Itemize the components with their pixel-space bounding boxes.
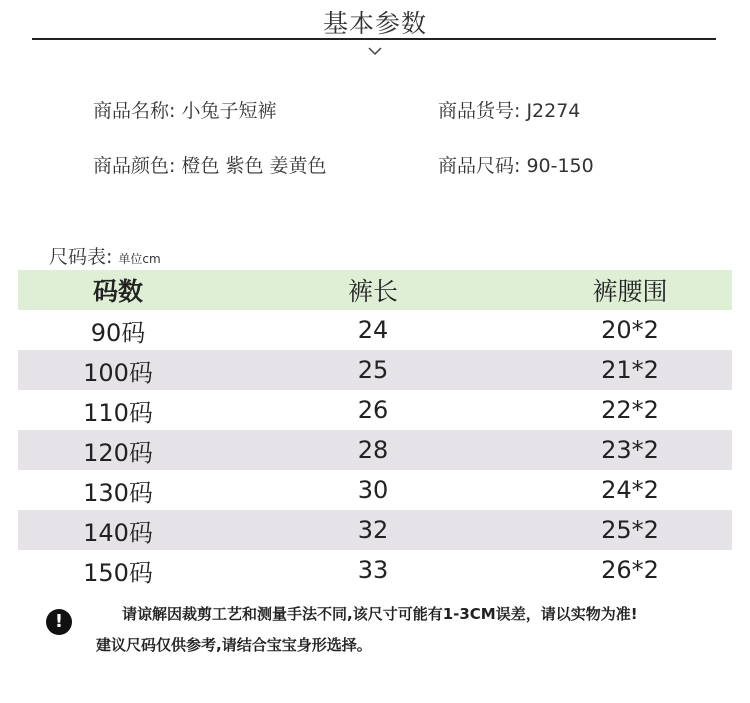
size-table-caption	[49, 242, 161, 269]
length-cell: 32	[357, 516, 389, 544]
notice-line-2: 建议尺码仅供参考,请结合宝宝身形选择。	[96, 636, 372, 654]
waist-cell: 26*2	[601, 556, 659, 584]
size-cell: 140码	[83, 518, 153, 547]
waist-cell: 23*2	[601, 436, 659, 464]
size-cell: 150码	[83, 558, 153, 587]
exclamation-icon: !	[46, 609, 72, 635]
waist-cell: 20*2	[601, 316, 659, 344]
size-cell: 110码	[83, 398, 153, 427]
product-name: 商品名称: 小兔子短裤	[93, 100, 277, 122]
size-cell: 90码	[90, 318, 146, 347]
table-header-row	[18, 270, 732, 310]
size-table-title: 尺码表:	[49, 246, 113, 268]
table-row	[18, 550, 732, 590]
size-cell: 100码	[83, 358, 153, 387]
product-colors: 商品颜色: 橙色 紫色 姜黄色	[93, 155, 327, 177]
size-table	[18, 270, 732, 590]
table-row	[18, 430, 732, 470]
length-cell: 25	[357, 356, 389, 384]
size-table-unit: 单位cm	[118, 252, 161, 266]
header-size: 码数	[92, 277, 143, 306]
size-cell: 120码	[83, 438, 153, 467]
header-waist: 裤腰围	[592, 277, 668, 306]
chevron-down-icon	[367, 44, 383, 58]
notice-line-1: 请谅解因裁剪工艺和测量手法不同,该尺寸可能有1-3CM误差，请以实物为准!	[122, 605, 638, 623]
length-cell: 33	[357, 556, 389, 584]
length-cell: 30	[357, 476, 389, 504]
length-cell: 28	[357, 436, 389, 464]
waist-cell: 21*2	[601, 356, 659, 384]
section-title: 基本参数	[322, 9, 427, 38]
waist-cell: 22*2	[601, 396, 659, 424]
length-cell: 24	[357, 316, 389, 344]
header-length: 裤长	[347, 277, 398, 306]
size-cell: 130码	[83, 478, 153, 507]
table-row	[18, 390, 732, 430]
table-row	[18, 310, 732, 350]
product-sizes: 商品尺码: 90-150	[438, 155, 594, 177]
table-row	[18, 510, 732, 550]
waist-cell: 24*2	[601, 476, 659, 504]
table-row	[18, 350, 732, 390]
length-cell: 26	[357, 396, 389, 424]
table-row	[18, 470, 732, 510]
waist-cell: 25*2	[601, 516, 659, 544]
product-code: 商品货号: J2274	[438, 100, 581, 122]
title-divider	[32, 38, 716, 40]
